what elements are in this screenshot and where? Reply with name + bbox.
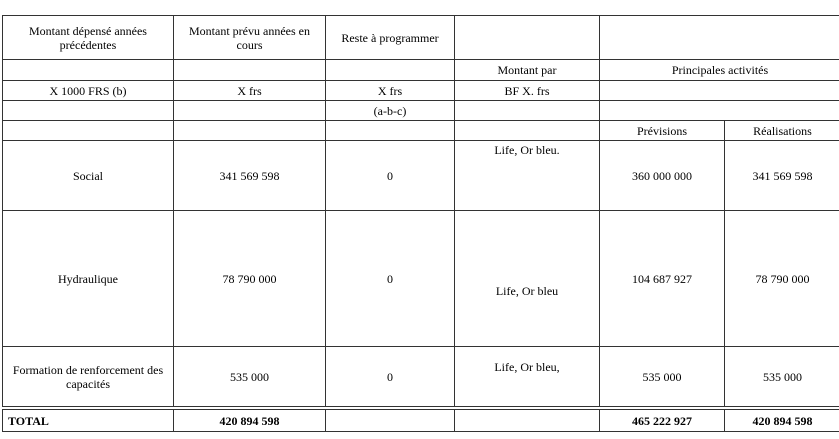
row-label: Hydraulique — [3, 211, 174, 347]
row-montant-prevu: 341 569 598 — [174, 141, 326, 211]
header-empty-col4 — [455, 16, 600, 60]
row-label: Formation de renforcement des capacités — [3, 347, 174, 407]
subheader-realisations: Réalisations — [725, 121, 839, 141]
total-label: TOTAL — [3, 410, 174, 432]
row-montant-par: Life, Or bleu — [455, 211, 600, 347]
row-reste: 0 — [326, 141, 455, 211]
formula-row — [3, 101, 839, 121]
total-montant-prevu: 420 894 598 — [174, 410, 326, 432]
units-row — [3, 81, 839, 101]
row-realisations: 535 000 — [725, 347, 839, 407]
budget-table — [2, 15, 839, 407]
row-previsions: 535 000 — [600, 347, 725, 407]
header-montant-par: Montant par — [455, 60, 600, 81]
total-previsions: 465 222 927 — [600, 410, 725, 432]
table-row — [3, 211, 839, 347]
unit-col3: X frs — [326, 81, 455, 101]
unit-col4: BF X. frs — [455, 81, 600, 101]
row-reste: 0 — [326, 211, 455, 347]
total-table — [2, 409, 839, 432]
row-montant-par: Life, Or bleu, — [455, 347, 600, 407]
header-row — [3, 16, 839, 60]
unit-col2: X frs — [174, 81, 326, 101]
row-label: Social — [3, 141, 174, 211]
total-row — [3, 410, 839, 432]
row-montant-prevu: 535 000 — [174, 347, 326, 407]
row-realisations: 78 790 000 — [725, 211, 839, 347]
unit-col1: X 1000 FRS (b) — [3, 81, 174, 101]
row-montant-prevu: 78 790 000 — [174, 211, 326, 347]
header-montant-depense: Montant dépensé années précédentes — [3, 16, 174, 60]
header-empty-activities — [600, 16, 839, 60]
table-row — [3, 347, 839, 407]
header-row-2 — [3, 60, 839, 81]
header-montant-prevu: Montant prévu années en cours — [174, 16, 326, 60]
row-reste: 0 — [326, 347, 455, 407]
header-principales-activites: Principales activités — [600, 60, 839, 81]
formula-label: (a-b-c) — [326, 101, 455, 121]
header-reste-a-programmer: Reste à programmer — [326, 16, 455, 60]
total-realisations: 420 894 598 — [725, 410, 839, 432]
row-previsions: 360 000 000 — [600, 141, 725, 211]
subheader-row — [3, 121, 839, 141]
row-montant-par: Life, Or bleu. — [455, 141, 600, 211]
table-row — [3, 141, 839, 211]
row-previsions: 104 687 927 — [600, 211, 725, 347]
row-realisations: 341 569 598 — [725, 141, 839, 211]
subheader-previsions: Prévisions — [600, 121, 725, 141]
